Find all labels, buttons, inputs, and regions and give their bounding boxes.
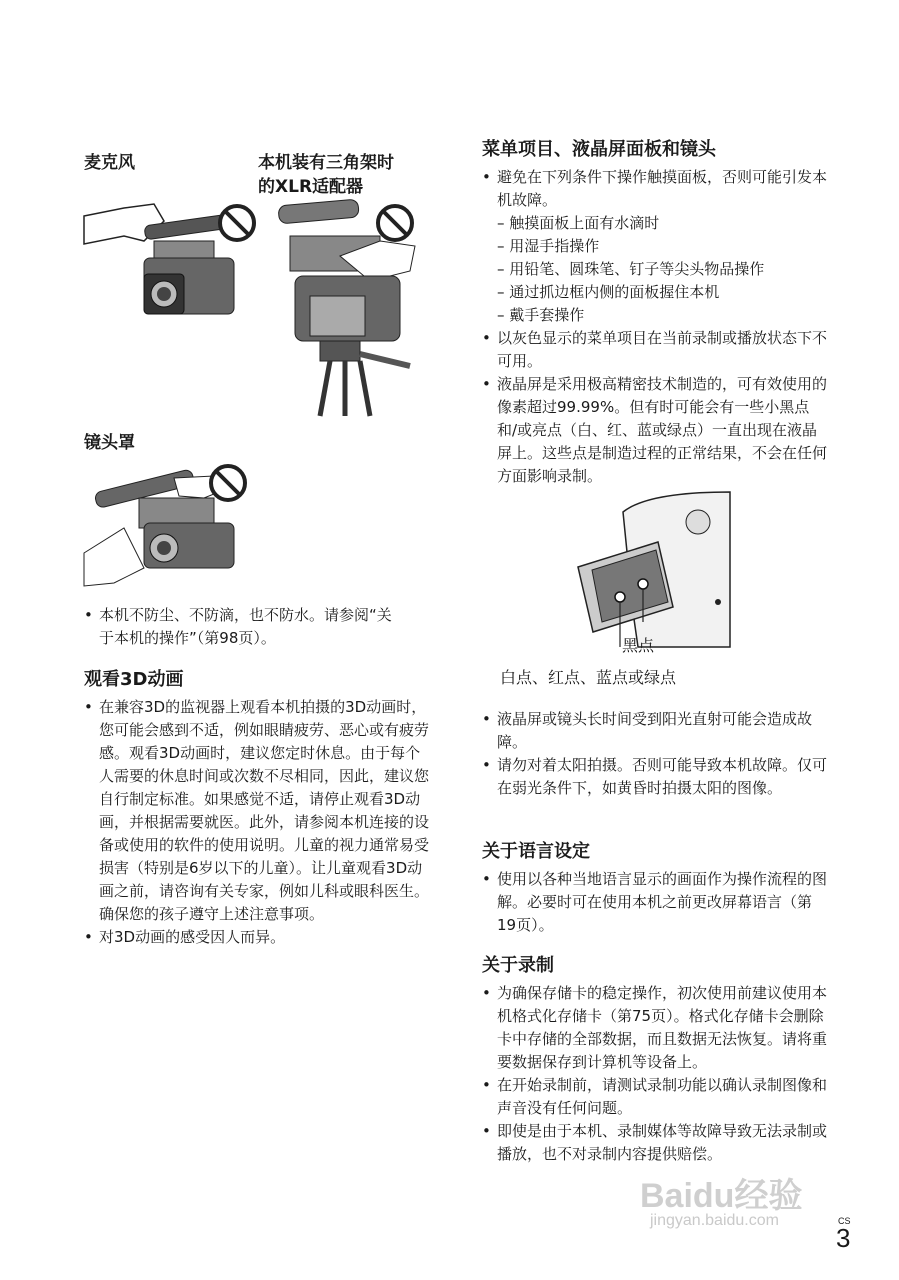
mic-caption: 麦克风 <box>84 153 135 173</box>
tripod-xlr-illustration <box>270 196 420 421</box>
list-item: • 液晶屏是采用极高精密技术制造的，可有效使用的像素超过99.99%。但有时可能会有一些小黑点和/或亮点（白、红、蓝或绿点）一直出现在液晶屏上。这些点是制造过程的正常结果，不会在任何方面影响录制。 <box>482 373 827 488</box>
section-title-recording: 关于录制 <box>482 955 554 976</box>
section-language-list <box>482 868 827 937</box>
list-item: • 为确保存储卡的稳定操作，初次使用前建议使用本机格式化存储卡（第75页）。格式化存储卡会删除卡中存储的全部数据，而且数据无法恢复。请将重要数据保存到计算机等设备上。 <box>482 982 827 1074</box>
list-item: • 避免在下列条件下操作触摸面板，否则可能引发本机故障。 <box>482 166 827 212</box>
sub-item: – 戴手套操作 <box>482 304 827 327</box>
watermark-brand: Baidu经验 <box>640 1177 803 1215</box>
tripod-caption-line1: 本机装有三角架时 <box>258 153 394 173</box>
section-lcd-list-rest <box>482 327 827 488</box>
list-item: • 本机不防尘、不防滴，也不防水。请参阅“关于本机的操作”（第98页）。 <box>84 604 404 650</box>
list-item: • 请勿对着太阳拍摄。否则可能导致本机故障。仅可在弱光条件下，如黄昏时拍摄太阳的图像。 <box>482 754 827 800</box>
mic-handle-illustration <box>84 196 264 326</box>
section-title-3d: 观看3D动画 <box>84 669 184 690</box>
list-item: • 在开始录制前，请测试录制功能以确认录制图像和声音没有任何问题。 <box>482 1074 827 1120</box>
left-notes-list <box>84 604 404 650</box>
page-number: 3 <box>836 1223 851 1253</box>
list-item: • 液晶屏或镜头长时间受到阳光直射可能会造成故障。 <box>482 708 827 754</box>
prohibited-icon <box>378 206 412 240</box>
sub-item: – 通过抓边框内侧的面板握住本机 <box>482 281 827 304</box>
section-title-lcd: 菜单项目、液晶屏面板和镜头 <box>482 139 716 160</box>
prohibited-icon <box>211 466 245 500</box>
section-title-language: 关于语言设定 <box>482 841 590 862</box>
list-item: • 对3D动画的感受因人而异。 <box>84 926 429 949</box>
list-item: • 在兼容3D的监视器上观看本机拍摄的3D动画时，您可能会感到不适，例如眼睛疲劳、恶心或有疲劳感。观看3D动画时，建议您定时休息。由于每个人需要的休息时间或次数不尽相同，因此，建议您自行制定标准。如果感觉不适，请停止观看3D动画，并根据需要就医。此外，请参阅本机连接的设备或使用的软件的使用说明。儿童的视力通常易受损害（特别是6岁以下的儿童）。让儿童观看3D动画之前，请咨询有关专家，例如儿科或眼科医生。确保您的孩子遵守上述注意事项。 <box>84 696 429 926</box>
section-3d-list <box>84 696 429 949</box>
lcd-dots-illustration <box>578 492 730 647</box>
black-dot-marker <box>615 592 625 602</box>
color-dot-label: 白点、红点、蓝点或绿点 <box>500 668 677 687</box>
section-lcd-list <box>482 166 827 212</box>
black-dot-label: 黑点 <box>622 636 655 655</box>
list-item: • 以灰色显示的菜单项目在当前录制或播放状态下不可用。 <box>482 327 827 373</box>
sub-item: – 触摸面板上面有水滴时 <box>482 212 827 235</box>
lang-code: CS <box>838 1216 851 1226</box>
sub-item: – 用湿手指操作 <box>482 235 827 258</box>
color-dot-marker <box>638 579 648 589</box>
section-recording-list <box>482 982 827 1166</box>
tripod-caption-line2: 的XLR适配器 <box>258 177 364 197</box>
prohibited-icon <box>220 206 254 240</box>
watermark-url: jingyan.baidu.com <box>650 1212 779 1229</box>
list-item: • 即使是由于本机、录制媒体等故障导致无法录制或播放，也不对录制内容提供赔偿。 <box>482 1120 827 1166</box>
section-lcd-body <box>482 166 827 488</box>
lens-hood-illustration <box>84 458 254 588</box>
hood-caption: 镜头罩 <box>84 433 135 453</box>
section-lcd-list-after <box>482 708 827 800</box>
list-item: • 使用以各种当地语言显示的画面作为操作流程的图解。必要时可在使用本机之前更改屏幕语言（第19页）。 <box>482 868 827 937</box>
sub-item: – 用铅笔、圆珠笔、钉子等尖头物品操作 <box>482 258 827 281</box>
